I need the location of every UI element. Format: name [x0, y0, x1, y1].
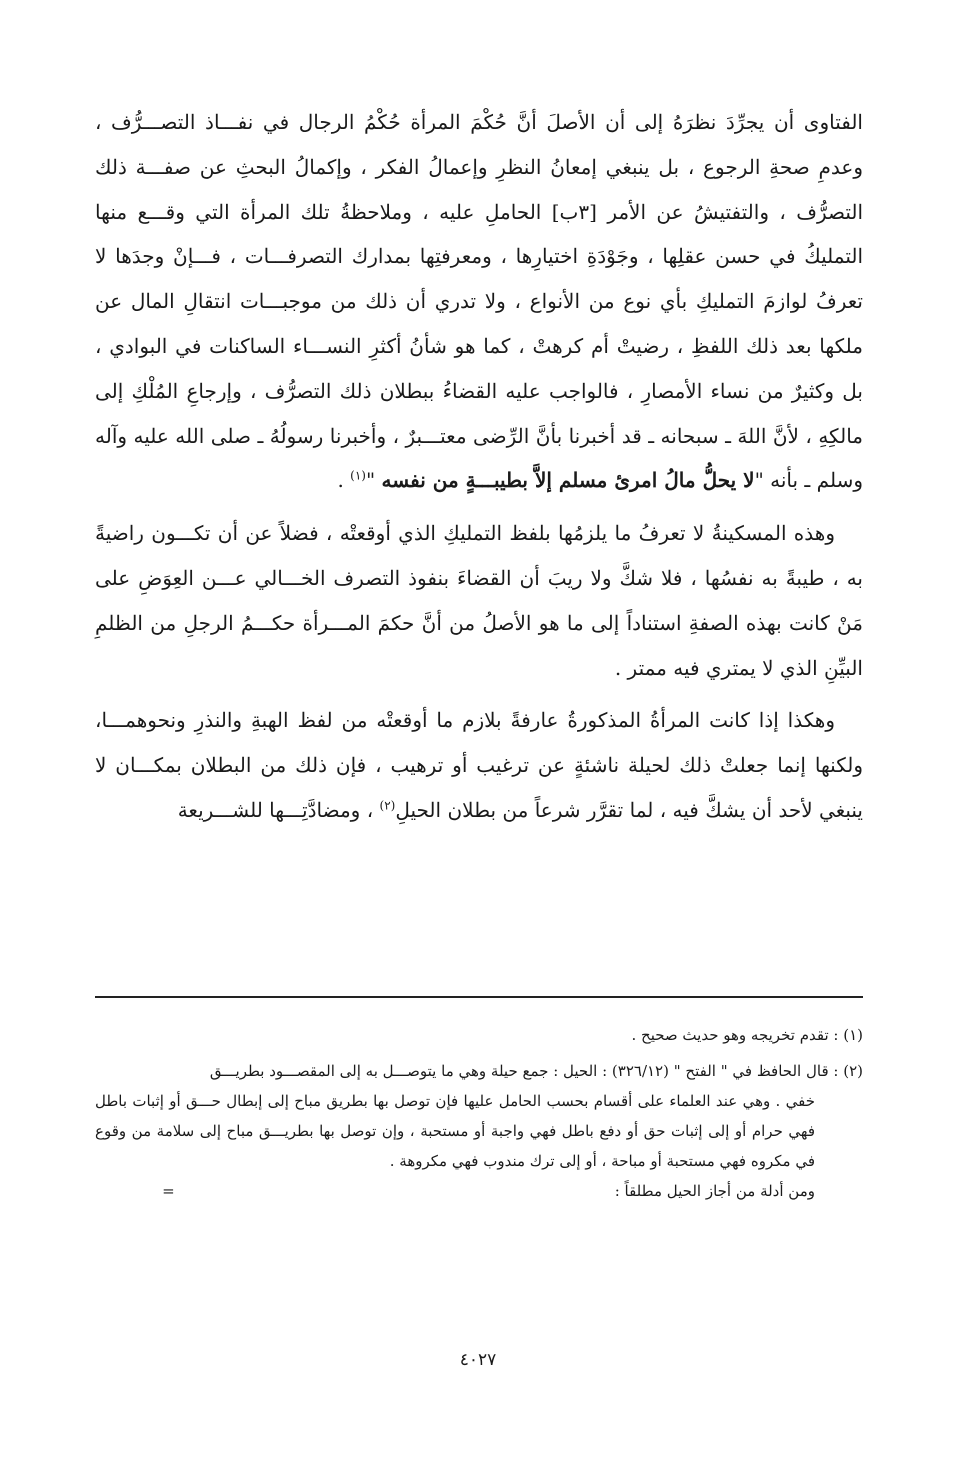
- page-number: ٤٠٢٧: [459, 1350, 497, 1370]
- paragraph-1-text: الفتاوى أن يجرِّدَ نظرَهُ إلى أن الأصلَ أنَّ حُكْمَ المرأة حُكْمُ الرجال في نفـــاذ التصـــرُّف ، وعدمِ صحةِ الرجوع ، بل ينبغي إمعانُ النظرِ وإعمالُ الفكر ، وإكمالُ البحثِ عن صفـــة ذلك التصرُّف ، والتفتيشُ عن الأمر [٣ب] الحاملِ عليه ، وملاحظةُ تلك المرأة التي وقـــع منها التمليكُ في حسن عقلِها ، وجَوْدَةِ اختيارِها ، ومعرفتِها بمدارك التصرفـــات ، فـــإنْ وجدَها لا تعرفُ لوازمَ التمليكِ بأي نوع من الأنواع ، ولا تدري أن ذلك من موجبـــات انتقالِ المال عن ملكها بعد ذلك اللفظِ ، رضيتْ أم كرهتْ ، كما هو شأنُ أكثرِ النســـاء الساكنات في البوادي ، بل وكثيرٌ من نساء الأمصارِ ، فالواجب عليه القضاءُ ببطلان ذلك التصرُّف ، وإرجاعِ المُلْكِ إلى مالكِهِ ، لأنَّ اللهَ ـ سبحانه ـ قد أخبرنا بأنَّ الرِّضى معتـــبرٌ ، وأخبرنا رسولُهُ ـ صلى الله عليه وآله وسلم ـ بأنه ": [95, 110, 864, 493]
- paragraph-3: [95, 698, 863, 832]
- footnotes: [95, 1020, 863, 1206]
- main-text: [95, 100, 863, 833]
- hadith-quote: لا يحلُّ مالُ امرئ مسلم إلاَّ بطيبـــةٍ من نفسه: [381, 468, 755, 493]
- footnote-2-last-text: ومن أدلة من أجاز الحيل مطلقاً :: [614, 1182, 815, 1200]
- paragraph-2: [95, 511, 863, 690]
- continuation-mark: =: [162, 1182, 175, 1200]
- paragraph-1-end: .: [337, 468, 351, 493]
- footnote-2: (٢) : قال الحافظ في " الفتح " (٣٢٦/١٢) : الحيل : جمع حيلة وهي ما يتوصـــل به إلى المقصـــود بطريـــق: [209, 1062, 863, 1080]
- quote-close: ": [365, 468, 376, 493]
- footnote-ref-1[interactable]: (١): [350, 468, 366, 483]
- paragraph-3-text: وهكذا إذا كانت المرأةُ المذكورةُ عارفةً بلازم ما أوقعتْه من لفظ الهبةِ والنذرِ ونحوهمـــا، ولكنها إنما جعلتْ ذلك لحيلة ناشئةٍ عن ترغيب أو ترهيب ، فإن ذلك من البطلان بمكـــان لا ينبغي لأحد أن يشكَّ فيه ، لما تقرَّر شرعاً من بطلان الحيلِ: [95, 708, 863, 822]
- footnote-2-last-line: [95, 1176, 863, 1206]
- footnote-divider: [95, 996, 863, 998]
- paragraph-2-text: وهذه المسكينةُ لا تعرفُ ما يلزمُها بلفظ التمليكِ الذي أوقعتْه ، فضلاً عن أن تكـــون راضيةً به ، طيبةً به نفسُها ، فلا شكَّ ولا ريبَ أن القضاءَ بنفوذ التصرف الخـــالي عـــن العِوَضِ على مَنْ كانت بهذه الصفةِ استناداً إلى ما هو الأصلُ من أنَّ حكمَ المـــرأة حكـــمُ الرجلِ من الظلمِ البيِّنِ الذي لا يمتري فيه ممتر .: [95, 521, 863, 680]
- footnote-ref-2[interactable]: (٢): [379, 798, 396, 813]
- footnote-2-continuation: خفي . وهي عند العلماء على أقسام بحسب الحامل عليها فإن توصل بها بطريق مباح إلى إبطال حـــق أو إثبات باطل فهي حرام أو إلى إثبات حق أو دفع باطل فهي واجبة أو مستحبة ، وإن توصل بها بطريـــق مباح إلى سلامة من وقوع في مكروه فهي مستحبة أو مباحة ، أو إلى ترك مندوب فهي مكروهة .: [95, 1092, 815, 1170]
- paragraph-3-end: ، ومضادَّتِـــها للشـــريعة: [177, 797, 380, 822]
- paragraph-1: [95, 100, 863, 503]
- footnote-1: (١) : تقدم تخريجه وهو حديث صحيح .: [631, 1026, 863, 1044]
